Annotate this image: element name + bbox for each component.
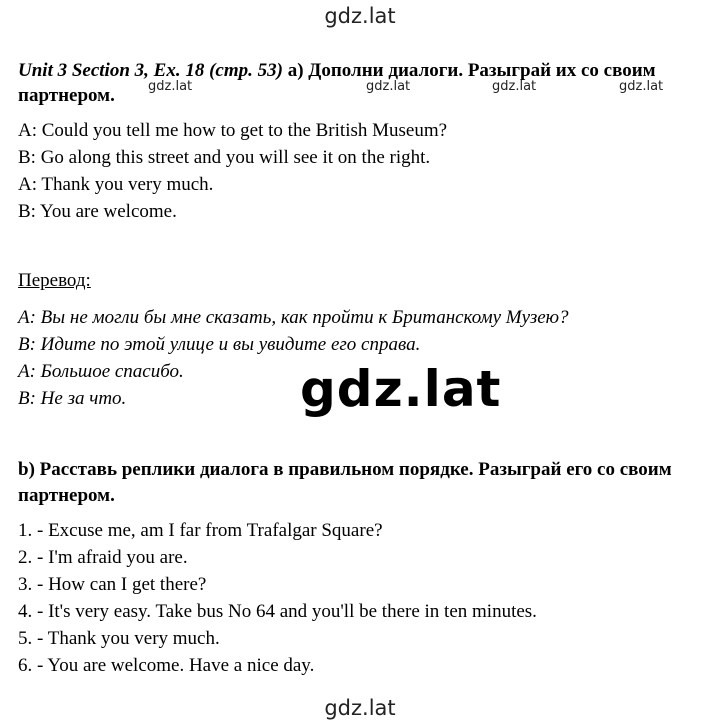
list-item: 6. - You are welcome. Have a nice day. <box>18 655 315 676</box>
watermark-small: gdz.lat <box>619 79 664 94</box>
list-item: 5. - Thank you very much. <box>18 628 220 649</box>
section-a-task: а) Дополни диалоги. Разыграй их со своим партнером. <box>18 60 656 106</box>
dialog-line: B: Go along this street and you will see it on the right. <box>18 147 431 168</box>
list-item: 4. - It's very easy. Take bus No 64 and you'll be there in ten minutes. <box>18 601 537 622</box>
list-item: 1. - Excuse me, am I far from Trafalgar Square? <box>18 520 383 541</box>
dialog-line: A: Could you tell me how to get to the British Museum? <box>18 120 448 141</box>
translation-line: А: Большое спасибо. <box>18 361 184 382</box>
section-a-title <box>18 58 708 108</box>
dialog-english <box>18 117 708 225</box>
dialog-line: A: Thank you very much. <box>18 174 214 195</box>
watermark-small: gdz.lat <box>148 79 193 94</box>
list-item: 2. - I'm afraid you are. <box>18 547 188 568</box>
dialog-line: B: You are welcome. <box>18 201 177 222</box>
ordered-dialog <box>18 517 708 679</box>
translation-line: А: Вы не могли бы мне сказать, как пройти к Британскому Музею? <box>18 307 569 328</box>
exercise-reference: Unit 3 Section 3, Ex. 18 (стр. 53) <box>18 60 283 81</box>
watermark-bottom: gdz.lat <box>324 696 396 720</box>
translation-line: В: Не за что. <box>18 388 127 409</box>
section-b-title: b) Расставь реплики диалога в правильном порядке. Разыграй его со своим партнером. <box>18 459 672 506</box>
watermark-small: gdz.lat <box>492 79 537 94</box>
watermark-large: gdz.lat <box>300 360 502 418</box>
list-item: 3. - How can I get there? <box>18 574 207 595</box>
watermark-small: gdz.lat <box>366 79 411 94</box>
translation-heading: Перевод: <box>18 270 91 291</box>
watermark-top: gdz.lat <box>324 4 396 28</box>
translation-line: В: Идите по этой улице и вы увидите его справа. <box>18 334 421 355</box>
